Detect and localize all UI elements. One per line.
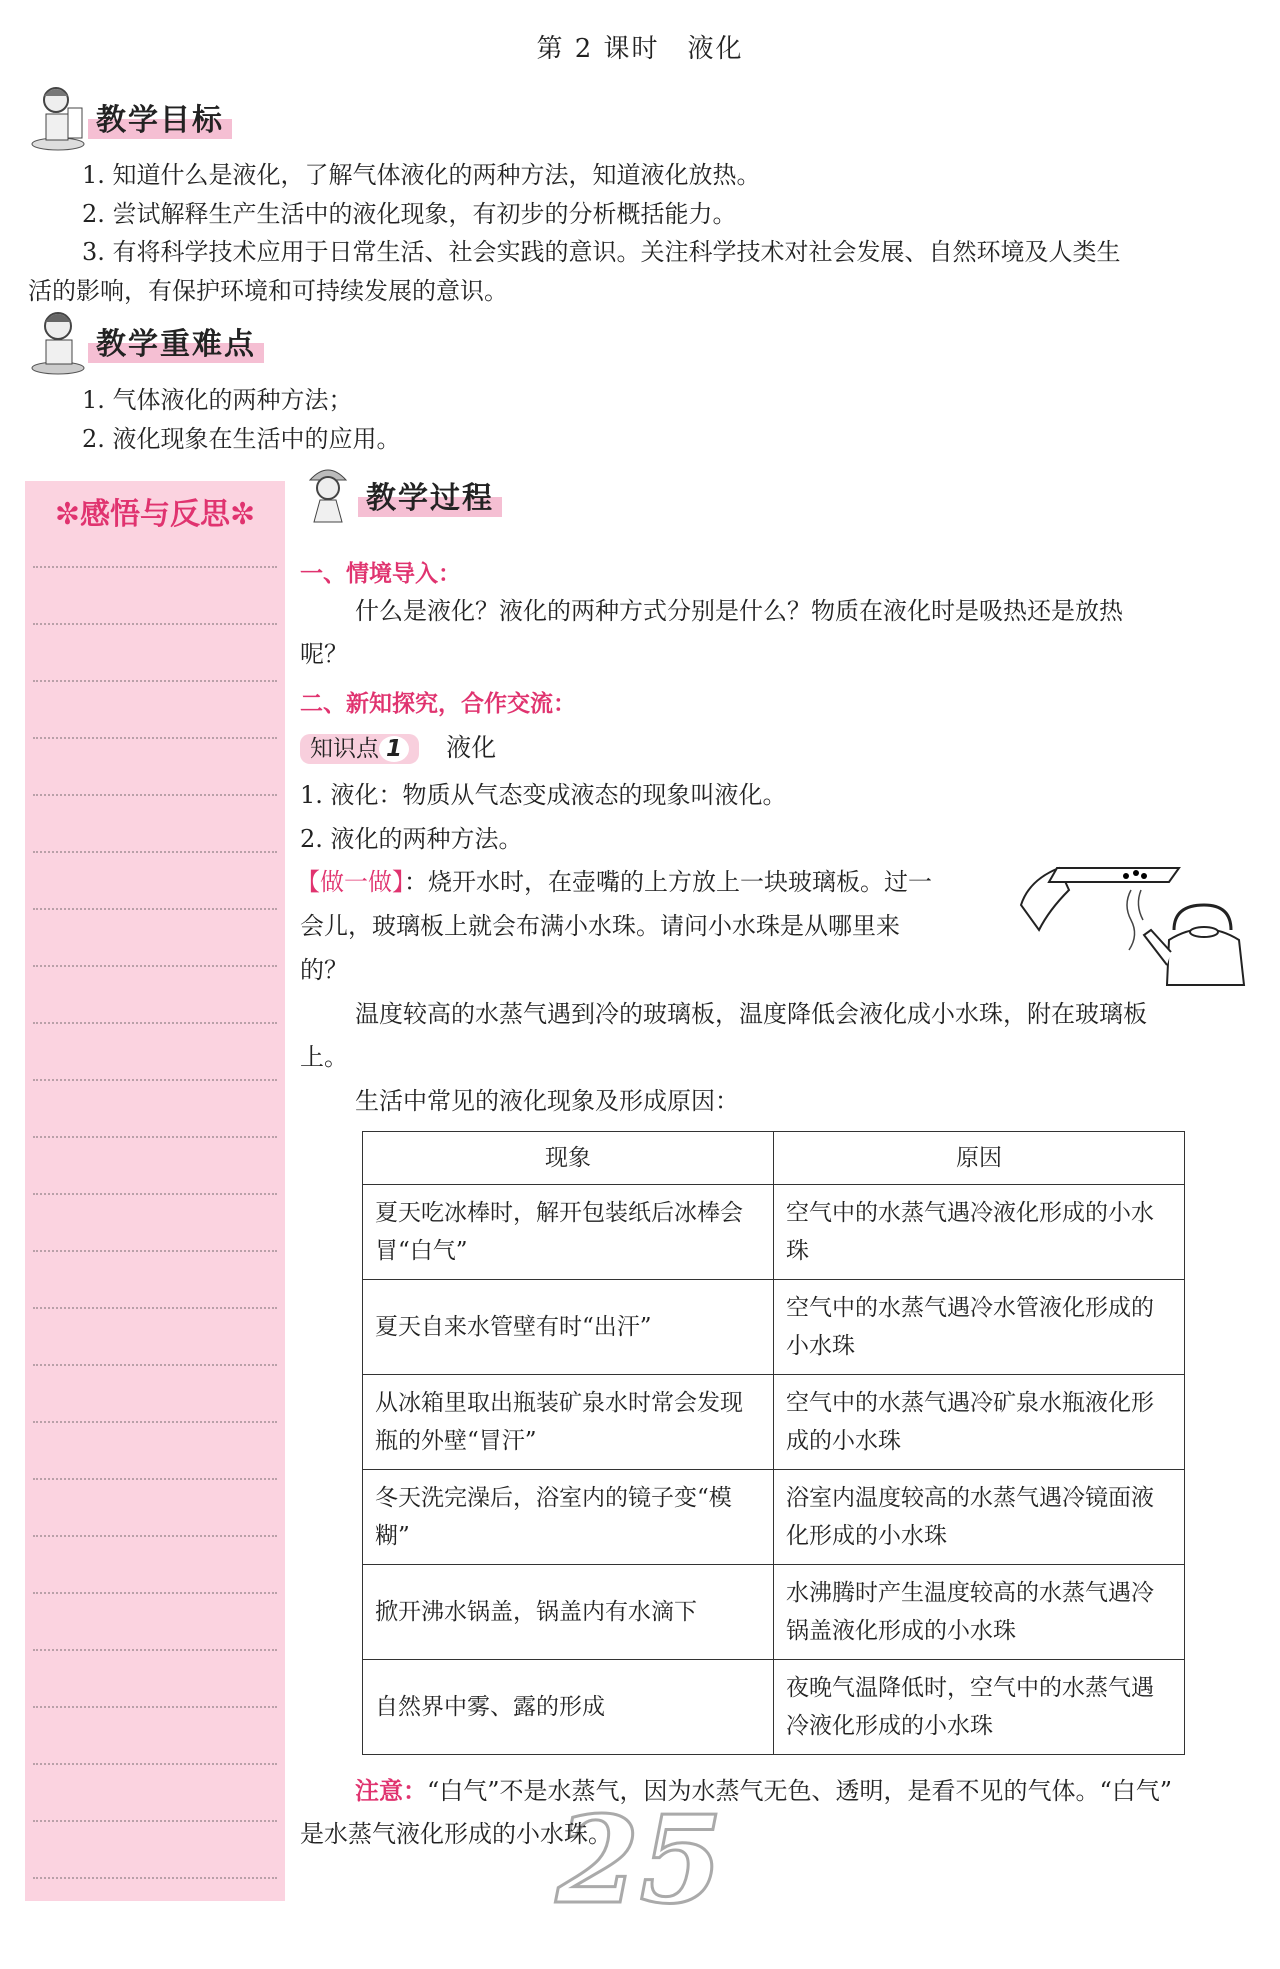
- student-reading-icon: [28, 82, 88, 152]
- note-text: “白气”不是水蒸气，因为水蒸气无色、透明，是看不见的气体。“白气”: [427, 1777, 1173, 1805]
- answer-line-1: 温度较高的水蒸气遇到冷的玻璃板，温度降低会液化成小水珠，附在玻璃板: [355, 1000, 1147, 1028]
- table-row: [363, 1660, 1185, 1755]
- goals-heading: 教学目标: [88, 95, 232, 139]
- note-line: [33, 1193, 277, 1195]
- phenomenon-cell: 夏天吃冰棒时，解开包装纸后冰棒会冒“白气”: [363, 1185, 774, 1280]
- definition: 1. 液化：物质从气态变成液态的现象叫液化。: [300, 781, 787, 809]
- phenomenon-cell: 从冰箱里取出瓶装矿泉水时常会发现瓶的外壁“冒汗”: [363, 1375, 774, 1470]
- note-line: [33, 623, 277, 625]
- table-header-row: [363, 1132, 1185, 1185]
- student-thinking-icon: [28, 306, 88, 376]
- table-row: [363, 1375, 1185, 1470]
- note-line: [33, 1136, 277, 1138]
- note-line: [33, 1820, 277, 1822]
- keypoints-heading: 教学重难点: [88, 319, 264, 363]
- note-line: [33, 1478, 277, 1480]
- note-line: [33, 1535, 277, 1537]
- liquefaction-table: [362, 1131, 1185, 1755]
- note-line-2: 是水蒸气液化形成的小水珠。: [300, 1820, 612, 1848]
- note-line: [33, 1592, 277, 1594]
- activity-text: ：烧开水时，在壶嘴的上方放上一块玻璃板。过一: [404, 868, 932, 896]
- note-line: [33, 1364, 277, 1366]
- knowledge-point-badge: [300, 728, 496, 764]
- note-line: [33, 794, 277, 796]
- goal-2: 2. 尝试解释生产生活中的液化现象，有初步的分析概括能力。: [82, 200, 737, 228]
- page-number: 25: [556, 1790, 723, 1931]
- note-line: [33, 1706, 277, 1708]
- phenomenon-cell: 掀开沸水锅盖，锅盖内有水滴下: [363, 1565, 774, 1660]
- section-1-title: 一、情境导入：: [300, 561, 461, 587]
- note-line: [33, 566, 277, 568]
- process-heading: 教学过程: [358, 473, 502, 517]
- note-line: [33, 1649, 277, 1651]
- note-line-1: [355, 1772, 1172, 1811]
- phenomenon-cell: 夏天自来水管壁有时“出汗”: [363, 1280, 774, 1375]
- cause-cell: 浴室内温度较高的水蒸气遇冷镜面液化形成的小水珠: [774, 1470, 1185, 1565]
- col-cause: 原因: [774, 1132, 1185, 1185]
- kp-number: 1: [379, 736, 409, 762]
- keypoint-1: 1. 气体液化的两种方法；: [82, 386, 353, 414]
- note-label: 注意：: [355, 1777, 427, 1805]
- activity-label: 【做一做】: [296, 868, 404, 896]
- intro-question: 什么是液化？液化的两种方式分别是什么？物质在液化时是吸热还是放热: [355, 597, 1123, 625]
- activity-line-3: 的？: [300, 956, 348, 984]
- cause-cell: 夜晚气温降低时，空气中的水蒸气遇冷液化形成的小水珠: [774, 1660, 1185, 1755]
- table-row: [363, 1185, 1185, 1280]
- note-line: [33, 965, 277, 967]
- phenomenon-cell: 自然界中雾、露的形成: [363, 1660, 774, 1755]
- note-line: [33, 737, 277, 739]
- note-line: [33, 1421, 277, 1423]
- methods: 2. 液化的两种方法。: [300, 825, 523, 853]
- section-2-title: 二、新知探究，合作交流：: [300, 691, 576, 717]
- table-row: [363, 1565, 1185, 1660]
- table-intro: 生活中常见的液化现象及形成原因：: [355, 1087, 739, 1115]
- reflection-sidebar: [25, 481, 285, 1901]
- keypoints-header: [28, 316, 264, 366]
- cause-cell: 空气中的水蒸气遇冷矿泉水瓶液化形成的小水珠: [774, 1375, 1185, 1470]
- reflection-heading: ✼感悟与反思✼: [54, 497, 256, 532]
- goal-1: 1. 知道什么是液化，了解气体液化的两种方法，知道液化放热。: [82, 161, 761, 189]
- note-line: [33, 851, 277, 853]
- goals-header: [28, 92, 232, 142]
- phenomenon-cell: 冬天洗完澡后，浴室内的镜子变“模糊”: [363, 1470, 774, 1565]
- note-line: [33, 1307, 277, 1309]
- lesson-title: 第 2 课时 液化: [536, 34, 744, 64]
- goal-3-cont: 活的影响，有保护环境和可持续发展的意识。: [28, 277, 508, 305]
- note-line: [33, 1022, 277, 1024]
- goal-3: 3. 有将科学技术应用于日常生活、社会实践的意识。关注科学技术对社会发展、自然环境及人类生: [82, 238, 1121, 266]
- note-line: [33, 908, 277, 910]
- intro-question-cont: 呢？: [300, 640, 348, 668]
- activity-line-1: [296, 863, 932, 902]
- cause-cell: 空气中的水蒸气遇冷液化形成的小水珠: [774, 1185, 1185, 1280]
- student-cap-icon: [298, 460, 358, 530]
- cause-cell: 水沸腾时产生温度较高的水蒸气遇冷锅盖液化形成的小水珠: [774, 1565, 1185, 1660]
- answer-line-2: 上。: [300, 1043, 348, 1071]
- kp-label: 知识点: [310, 736, 379, 762]
- note-line: [33, 1877, 277, 1879]
- kp-title: 液化: [446, 733, 497, 762]
- table-row: [363, 1470, 1185, 1565]
- kettle-glass-illustration: [1019, 860, 1251, 990]
- col-phenomenon: 现象: [363, 1132, 774, 1185]
- activity-line-2: 会儿，玻璃板上就会布满小水珠。请问小水珠是从哪里来: [300, 912, 900, 940]
- note-line: [33, 1250, 277, 1252]
- cause-cell: 空气中的水蒸气遇冷水管液化形成的小水珠: [774, 1280, 1185, 1375]
- table-row: [363, 1280, 1185, 1375]
- note-line: [33, 1079, 277, 1081]
- note-line: [33, 1763, 277, 1765]
- keypoint-2: 2. 液化现象在生活中的应用。: [82, 425, 401, 453]
- process-header: [298, 470, 502, 520]
- note-line: [33, 680, 277, 682]
